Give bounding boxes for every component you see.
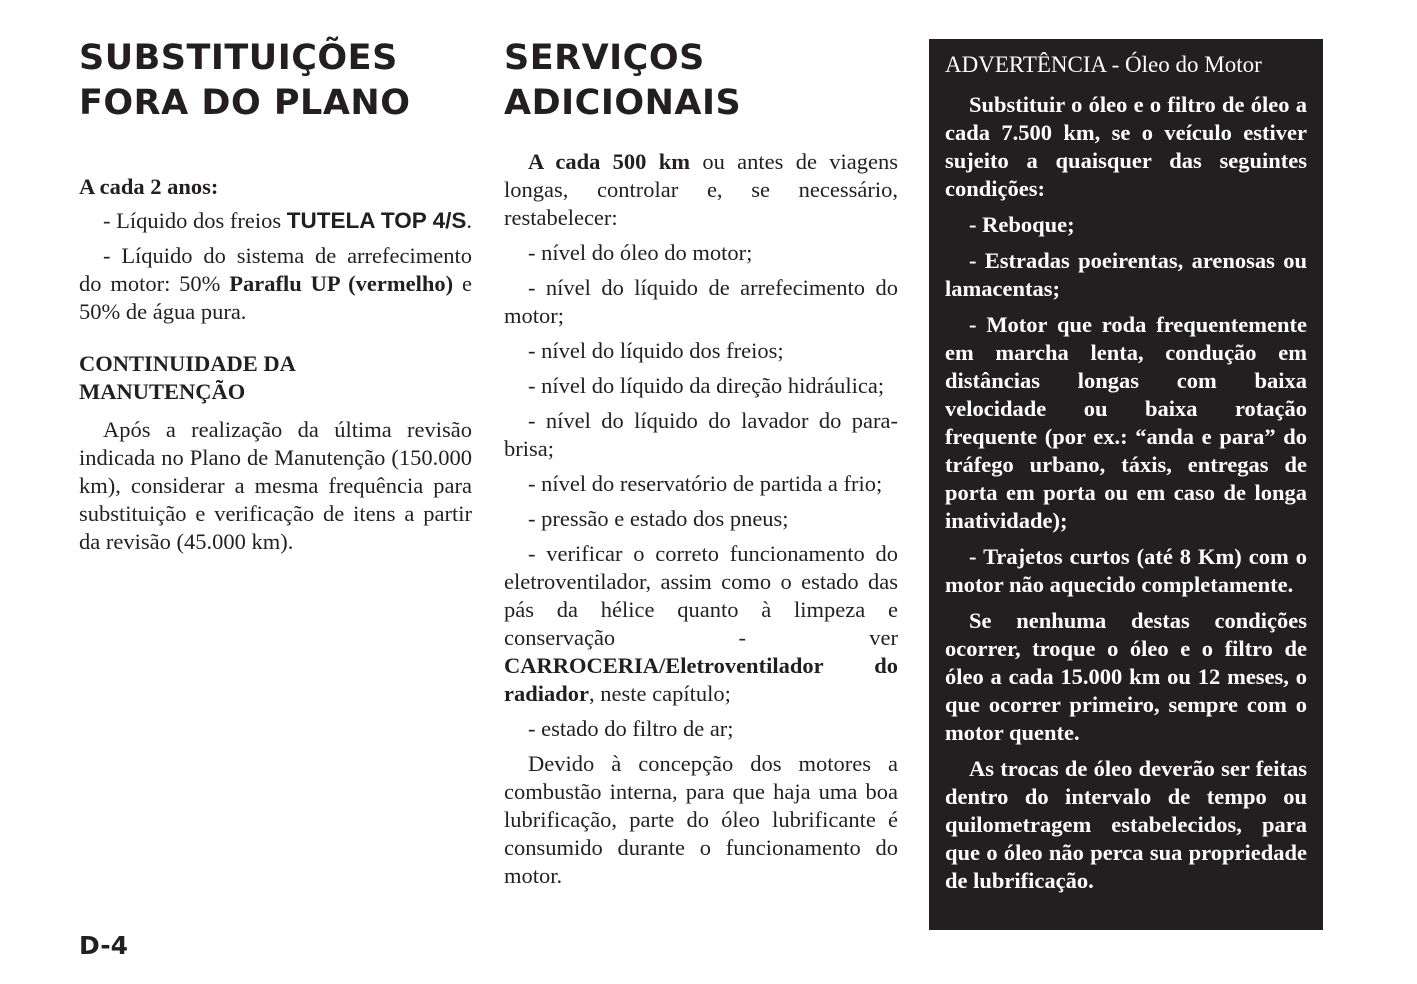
product-name: TUTELA TOP 4/S (286, 208, 467, 233)
text-run: e 50% de água pura. (79, 271, 472, 324)
text-run: ou antes de viagens longas, controlar e, se necessário, restabelecer: (504, 149, 899, 230)
list-item: - nível do líquido do lavador do para-brisa; (504, 408, 898, 461)
page-number: D-4 (79, 931, 128, 960)
left-column (79, 36, 472, 563)
fan-check-item (504, 540, 898, 708)
list-item: - nível do óleo do motor; (528, 240, 753, 265)
text-run: - Líquido dos freios (103, 208, 287, 233)
title-line: SERVIÇOS (504, 38, 705, 78)
warning-paragraph: - Motor que roda frequentemente em marcha lenta, condução em distâncias longas com baixa velocidade ou baixa rotação frequente (por ex.: “anda e para” do tráfego urbano, táxis, entregas de porta em porta ou em caso de longa inatividade); (945, 312, 1307, 533)
list-item: - nível do líquido dos freios; (528, 338, 784, 363)
middle-column (504, 36, 898, 897)
warning-title: ADVERTÊNCIA - Óleo do Motor (945, 52, 1262, 77)
text-run: - verificar o correto funcionamento do eletroventilador, assim como o estado das pás da hélice quanto à limpeza e conservação - ver (504, 541, 898, 650)
product-name: Paraflu UP (vermelho) (229, 271, 454, 296)
title-line: FORA DO PLANO (79, 83, 411, 123)
list-item: - nível do reservatório de partida a frio; (528, 471, 883, 496)
section-title-replacements (79, 36, 472, 126)
text-run: . (466, 208, 472, 233)
continuity-subheading (79, 350, 472, 406)
warning-paragraph: - Estradas poeirentas, arenosas ou lamacentas; (945, 248, 1307, 301)
cross-reference: CARROCERIA/Eletroventilador do radiador (504, 653, 898, 706)
subheading-line: CONTINUIDADE DA (79, 351, 296, 376)
list-item: - pressão e estado dos pneus; (528, 506, 789, 531)
list-item: - estado do filtro de ar; (528, 716, 734, 741)
oil-warning-box (929, 39, 1323, 930)
warning-paragraph: Substituir o óleo e o filtro de óleo a cada 7.500 km, se o veículo estiver sujeito a quaisquer das seguintes condições: (945, 92, 1307, 201)
warning-paragraph: - Reboque; (969, 212, 1075, 237)
interval-label: A cada 500 km (528, 149, 690, 174)
subheading-line: MANUTENÇÃO (79, 379, 246, 404)
continuity-paragraph: Após a realização da última revisão indicada no Plano de Manutenção (150.000 km), considerar a mesma frequência para substituição e verificação de itens a partir da revisão (45.000 km). (79, 417, 472, 554)
warning-body (945, 91, 1307, 895)
title-line: ADICIONAIS (504, 83, 742, 123)
every-2-years-subheading: A cada 2 anos: (79, 174, 219, 199)
text-run: - Líquido do sistema de arrefecimento do motor: 50% (79, 243, 472, 296)
brake-fluid-item (79, 207, 472, 235)
text-run: , neste capítulo; (589, 681, 731, 706)
warning-paragraph: - Trajetos curtos (até 8 Km) com o motor não aquecido completamente. (945, 544, 1307, 597)
list-item: - nível do líquido de arrefecimento do motor; (504, 275, 898, 328)
list-item: - nível do líquido da direção hidráulica; (528, 373, 885, 398)
warning-paragraph: As trocas de óleo deverão ser feitas dentro do intervalo de tempo ou quilometragem estabelecidos, para que o óleo não perca sua propriedade de lubrificação. (945, 756, 1307, 893)
title-line: SUBSTITUIÇÕES (79, 38, 398, 78)
coolant-item (79, 242, 472, 326)
closing-paragraph: Devido à concepção dos motores a combustão interna, para que haja uma boa lubrificação, parte do óleo lubrificante é consumido durante o funcionamento do motor. (504, 751, 898, 888)
section-title-additional-services (504, 36, 898, 126)
intro-paragraph (504, 148, 898, 232)
warning-paragraph: Se nenhuma destas condições ocorrer, troque o óleo e o filtro de óleo a cada 15.000 km ou 12 meses, o que ocorrer primeiro, sempre com o motor quente. (945, 608, 1307, 745)
